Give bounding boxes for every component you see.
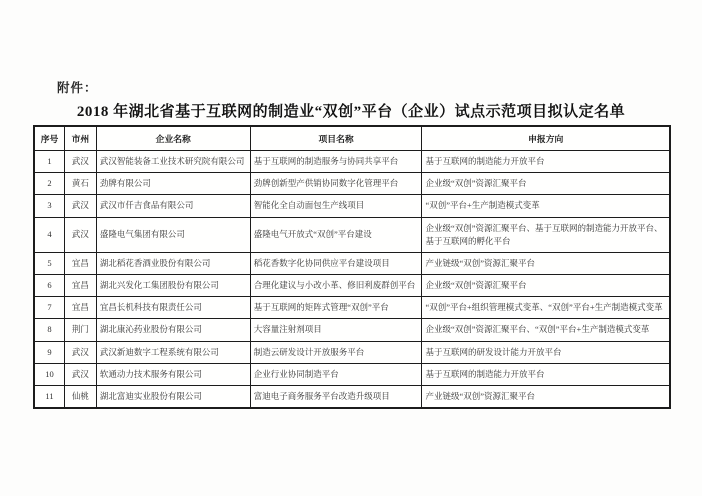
cell-company: 武汉市仟吉食品有限公司 — [96, 195, 250, 217]
cell-project: 大容量注射剂项目 — [250, 319, 422, 341]
table-row — [34, 385, 670, 408]
table-row — [34, 217, 670, 252]
cell-project: 制造云研发设计开放服务平台 — [250, 341, 422, 363]
cell-seq: 8 — [34, 319, 65, 341]
cell-city: 仙桃 — [65, 385, 97, 408]
cell-city: 武汉 — [65, 217, 97, 252]
cell-direction: 产业链级“双创”资源汇聚平台 — [422, 252, 670, 274]
cell-direction: “双创”平台+生产制造模式变革 — [422, 195, 670, 217]
cell-city: 武汉 — [65, 363, 97, 385]
cell-direction: 产业链级“双创”资源汇聚平台 — [422, 385, 670, 408]
cell-project: 劲牌创新型产供销协同数字化管理平台 — [250, 173, 422, 195]
column-header-project: 项目名称 — [250, 126, 422, 151]
cell-company: 湖北兴发化工集团股份有限公司 — [96, 275, 250, 297]
projects-table — [33, 125, 671, 409]
cell-company: 武汉新迪数字工程系统有限公司 — [96, 341, 250, 363]
column-header-company: 企业名称 — [96, 126, 250, 151]
cell-seq: 11 — [34, 385, 65, 408]
cell-project: 智能化全自动面包生产线项目 — [250, 195, 422, 217]
cell-seq: 7 — [34, 297, 65, 319]
table-row — [34, 319, 670, 341]
cell-company: 劲牌有限公司 — [96, 173, 250, 195]
cell-direction: 基于互联网的制造能力开放平台 — [422, 363, 670, 385]
cell-direction: 企业级“双创”资源汇聚平台 — [422, 275, 670, 297]
cell-seq: 6 — [34, 275, 65, 297]
cell-direction: 企业级“双创”资源汇聚平台 — [422, 173, 670, 195]
cell-seq: 1 — [34, 151, 65, 173]
table-row — [34, 275, 670, 297]
cell-city: 黄石 — [65, 173, 97, 195]
cell-company: 湖北富迪实业股份有限公司 — [96, 385, 250, 408]
cell-city: 宜昌 — [65, 297, 97, 319]
cell-project: 富迪电子商务服务平台改造升级项目 — [250, 385, 422, 408]
table-row — [34, 195, 670, 217]
cell-project: 稻花香数字化协同供应平台建设项目 — [250, 252, 422, 274]
table-header-row — [34, 126, 670, 151]
table-body — [34, 151, 670, 409]
table-row — [34, 341, 670, 363]
cell-company: 宜昌长机科技有限责任公司 — [96, 297, 250, 319]
cell-direction: 企业级“双创”资源汇聚平台、基于互联网的制造能力开放平台、基于互联网的孵化平台 — [422, 217, 670, 252]
table-row — [34, 252, 670, 274]
cell-direction: 基于互联网的研发设计能力开放平台 — [422, 341, 670, 363]
column-header-city: 市州 — [65, 126, 97, 151]
cell-direction: 基于互联网的制造能力开放平台 — [422, 151, 670, 173]
table-row — [34, 363, 670, 385]
cell-city: 武汉 — [65, 151, 97, 173]
cell-project: 盛隆电气开放式“双创”平台建设 — [250, 217, 422, 252]
attachment-label: 附件： — [57, 81, 98, 95]
cell-direction: 企业级“双创”资源汇聚平台、“双创”平台+生产制造模式变革 — [422, 319, 670, 341]
cell-project: 基于互联网的矩阵式管理“双创”平台 — [250, 297, 422, 319]
column-header-direction: 申报方向 — [422, 126, 670, 151]
cell-city: 宜昌 — [65, 275, 97, 297]
cell-company: 湖北稻花香酒业股份有限公司 — [96, 252, 250, 274]
cell-seq: 2 — [34, 173, 65, 195]
cell-project: 基于互联网的制造服务与协同共享平台 — [250, 151, 422, 173]
cell-project: 合理化建议与小改小革、修旧利废群创平台 — [250, 275, 422, 297]
cell-company: 湖北康沁药业股份有限公司 — [96, 319, 250, 341]
cell-seq: 9 — [34, 341, 65, 363]
cell-seq: 5 — [34, 252, 65, 274]
cell-city: 荆门 — [65, 319, 97, 341]
table-row — [34, 297, 670, 319]
column-header-seq: 序号 — [34, 126, 65, 151]
cell-project: 企业行业协同制造平台 — [250, 363, 422, 385]
cell-company: 武汉智能装备工业技术研究院有限公司 — [96, 151, 250, 173]
cell-seq: 3 — [34, 195, 65, 217]
cell-company: 软通动力技术服务有限公司 — [96, 363, 250, 385]
document-title: 2018 年湖北省基于互联网的制造业“双创”平台（企业）试点示范项目拟认定名单 — [76, 104, 626, 120]
table-row — [34, 151, 670, 173]
cell-seq: 10 — [34, 363, 65, 385]
cell-company: 盛隆电气集团有限公司 — [96, 217, 250, 252]
cell-city: 宜昌 — [65, 252, 97, 274]
table-row — [34, 173, 670, 195]
cell-direction: “双创”平台+组织管理模式变革、“双创”平台+生产制造模式变革 — [422, 297, 670, 319]
cell-city: 武汉 — [65, 195, 97, 217]
cell-seq: 4 — [34, 217, 65, 252]
cell-city: 武汉 — [65, 341, 97, 363]
